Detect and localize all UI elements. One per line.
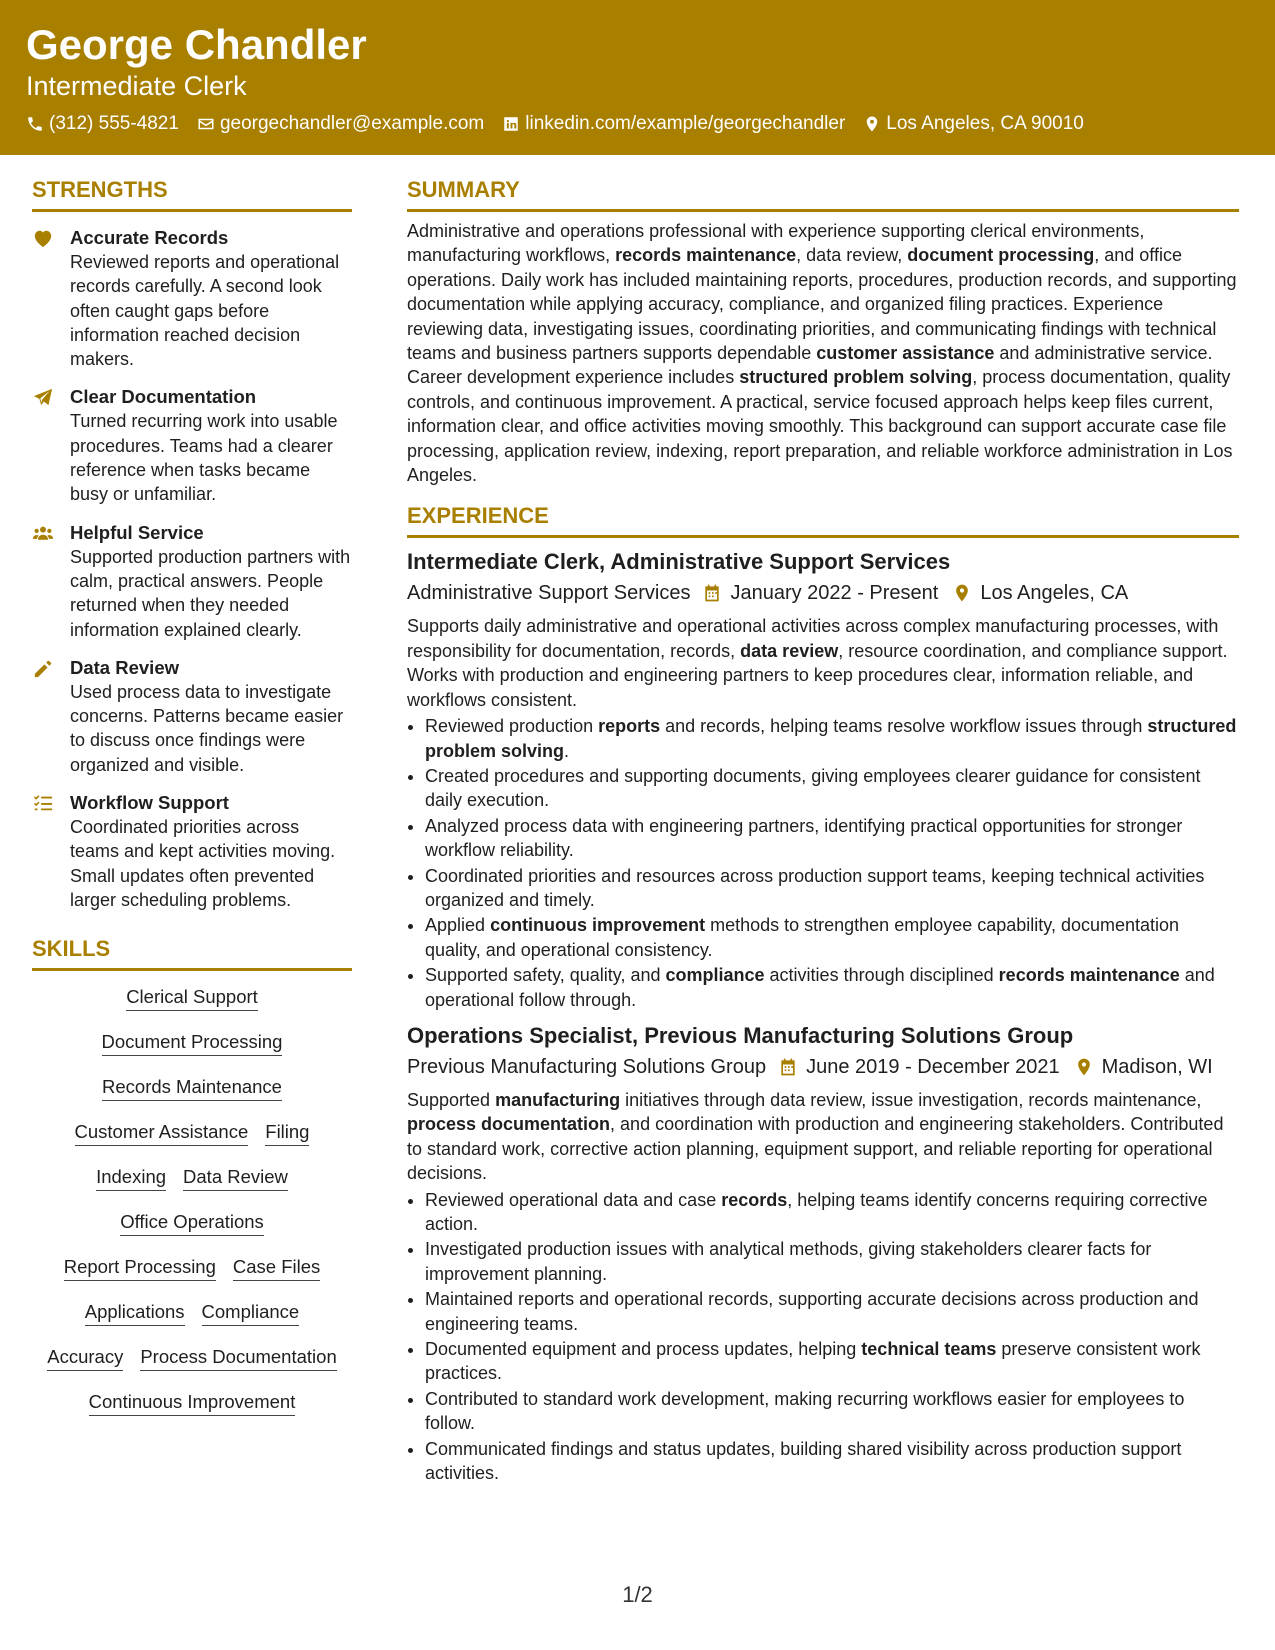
- job-bullet: [425, 1188, 1239, 1237]
- strength-item: [32, 656, 352, 777]
- text-segment: Applied: [425, 915, 491, 936]
- job-meta: [407, 1052, 1239, 1082]
- text-segment: Analyzed process data with engineering partners, identifying practical opportunities for stronger workflow reliability.: [425, 815, 1183, 861]
- text-segment: , helping teams identify concerns requiring corrective action.: [425, 1189, 1208, 1234]
- skill-tag: Continuous Improvement: [89, 1390, 296, 1416]
- location-text: Los Angeles, CA 90010: [886, 112, 1084, 134]
- emphasis-text: records maintenance: [615, 245, 797, 266]
- text-segment: Maintained reports and operational records, supporting accurate decisions across production and engineering teams.: [425, 1289, 1199, 1334]
- job-description: [407, 614, 1239, 712]
- skill-tag: Data Review: [183, 1165, 288, 1191]
- map-marker-icon: [1074, 1057, 1094, 1077]
- emphasis-text: manufacturing: [495, 1089, 621, 1110]
- skill-tag: Filing: [265, 1120, 309, 1146]
- right-column: [407, 177, 1239, 1486]
- emphasis-text: document processing: [907, 245, 1095, 266]
- strength-title: Clear Documentation: [70, 386, 257, 408]
- strength-item: [32, 385, 352, 506]
- job-bullet: [425, 864, 1239, 913]
- text-segment: Communicated findings and status updates, building shared visibility across production support activities.: [425, 1438, 1182, 1484]
- linkedin-text: linkedin.com/example/georgechandler: [525, 112, 846, 134]
- strengths-list: [32, 226, 352, 912]
- map-marker-icon: [952, 583, 972, 603]
- strength-desc: Reviewed reports and operational records carefully. A second look often caught gaps before information reached decision makers.: [70, 252, 340, 370]
- summary-heading: SUMMARY: [407, 177, 1239, 212]
- strength-title: Accurate Records: [70, 227, 229, 248]
- strength-desc: Used process data to investigate concerns. Patterns became easier to discuss once findings were organized and visible.: [70, 681, 344, 775]
- text-segment: activities through disciplined: [764, 965, 999, 986]
- job-dates: January 2022 - Present: [730, 582, 939, 605]
- job-dates: June 2019 - December 2021: [806, 1055, 1060, 1078]
- resume-header: [0, 0, 1275, 155]
- skill-tag: Case Files: [233, 1255, 320, 1281]
- text-segment: , resource coordination, and compliance support. Works with production and engineering partners to keep procedures clear, information reliable, and workflows consistent.: [407, 640, 1228, 710]
- job-location: Madison, WI: [1101, 1055, 1213, 1078]
- calendar-icon: [778, 1057, 798, 1077]
- contact-phone: [26, 113, 179, 135]
- job-meta: [407, 578, 1239, 608]
- job-entry: [407, 1022, 1239, 1486]
- strength-title: Data Review: [70, 656, 179, 678]
- job-bullet: [425, 1437, 1239, 1486]
- job-bullet: [425, 814, 1239, 863]
- emphasis-text: structured problem solving: [739, 367, 973, 388]
- linkedin-icon: [502, 115, 520, 133]
- strength-desc: Supported production partners with calm, practical answers. People returned when they needed information explained clearly.: [70, 546, 351, 640]
- text-segment: and administrative service. Career development experience includes: [407, 343, 1213, 388]
- text-segment: Reviewed production: [425, 716, 599, 737]
- phone-icon: [26, 115, 44, 133]
- job-bullets: [407, 714, 1239, 1012]
- strength-desc: Turned recurring work into usable procedures. Teams had a clearer reference when tasks became busy or unfamiliar.: [70, 411, 338, 505]
- text-segment: Administrative and operations professional with experience supporting clerical environments, manufacturing workflows,: [407, 221, 1145, 266]
- emphasis-text: continuous improvement: [490, 915, 706, 936]
- text-segment: Contributed to standard work development, making recurring workflows easier for employees to follow.: [425, 1388, 1185, 1434]
- text-segment: Supported safety, quality, and: [425, 965, 666, 986]
- job-bullet: [425, 1287, 1239, 1336]
- page-number: 1/2: [622, 1582, 653, 1607]
- envelope-icon: [197, 115, 215, 133]
- skill-tag: Office Operations: [120, 1210, 264, 1236]
- skills-heading: SKILLS: [32, 936, 352, 971]
- emphasis-text: process documentation: [407, 1114, 611, 1135]
- job-bullet: [425, 913, 1239, 962]
- emphasis-text: reports: [598, 716, 661, 737]
- skill-tag: Process Documentation: [140, 1345, 336, 1371]
- skill-tag: Clerical Support: [126, 985, 258, 1011]
- map-marker-icon: [863, 115, 881, 133]
- skill-tag: Compliance: [202, 1300, 300, 1326]
- left-column: [32, 177, 352, 1486]
- summary-text: [407, 219, 1239, 487]
- contact-location: [863, 113, 1084, 135]
- strengths-heading: STRENGTHS: [32, 177, 352, 212]
- skill-tag: Customer Assistance: [75, 1120, 249, 1146]
- job-title: Operations Specialist, Previous Manufacturing Solutions Group: [407, 1022, 1074, 1048]
- text-segment: preserve consistent work practices.: [425, 1339, 1201, 1384]
- skills-list: [32, 985, 352, 1435]
- job-bullet: [425, 963, 1239, 1012]
- job-title: Intermediate Clerk, Administrative Support Services: [407, 549, 951, 575]
- text-segment: Created procedures and supporting documents, giving employees clearer guidance for consistent daily execution.: [425, 765, 1201, 811]
- strength-item: [32, 226, 352, 371]
- emphasis-text: technical teams: [861, 1339, 997, 1360]
- emphasis-text: customer assistance: [816, 343, 995, 364]
- candidate-name: George Chandler: [26, 21, 367, 68]
- strength-title: Helpful Service: [70, 521, 204, 543]
- contact-email[interactable]: [197, 113, 484, 135]
- job-description: [407, 1088, 1239, 1186]
- text-segment: Supports daily administrative and operational activities across complex manufacturing processes, with responsibility for documentation, records,: [407, 616, 1219, 661]
- skill-tag: Document Processing: [102, 1030, 283, 1056]
- job-bullet: [425, 1387, 1239, 1436]
- text-segment: Investigated production issues with analytical methods, giving stakeholders clearer facts for improvement planning.: [425, 1239, 1152, 1284]
- text-segment: Reviewed operational data and case: [425, 1189, 722, 1210]
- emphasis-text: records: [721, 1189, 788, 1210]
- text-segment: , process documentation, quality controls, and continuous improvement. A practical, service focused approach helps keep files current, information clear, and office activities moving smoothly. This background can support accurate case file processing, application review, indexing, report preparation, and reliable workforce administration in Los Angeles.: [407, 367, 1233, 486]
- text-segment: , and coordination with production and engineering stakeholders. Contributed to standard work, corrective action planning, equipment support, and reliable reporting for operational decisions.: [407, 1114, 1224, 1184]
- list-check-icon: [32, 793, 54, 813]
- job-bullet: [425, 1237, 1239, 1286]
- contact-bar: [26, 113, 1249, 135]
- emphasis-text: data review: [740, 640, 839, 661]
- email-text: georgechandler@example.com: [219, 112, 485, 134]
- job-company: Previous Manufacturing Solutions Group: [407, 1055, 767, 1078]
- strength-desc: Coordinated priorities across teams and kept activities moving. Small updates often prevented larger scheduling problems.: [70, 817, 336, 910]
- strength-title: Workflow Support: [70, 792, 229, 814]
- emphasis-text: records maintenance: [998, 965, 1180, 986]
- job-bullet: [425, 764, 1239, 813]
- text-segment: , and office operations. Daily work has included maintaining reports, procedures, production records, and supporting documentation while applying accuracy, compliance, and organized filing practices. Experience reviewing data, investigating issues, coordinating priorities, and communicating findings with technical teams and business partners supports dependable: [407, 245, 1237, 364]
- strength-item: [32, 791, 352, 912]
- job-bullet: [425, 714, 1239, 763]
- emphasis-text: structured problem solving: [425, 716, 1237, 761]
- text-segment: and records, helping teams resolve workflow issues through: [660, 716, 1148, 737]
- job-location: Los Angeles, CA: [980, 582, 1129, 605]
- calendar-icon: [702, 583, 722, 603]
- text-segment: methods to strengthen employee capability, documentation quality, and operational consistency.: [425, 915, 1180, 960]
- job-bullet: [425, 1337, 1239, 1386]
- heart-icon: [32, 228, 54, 248]
- job-entry: [407, 548, 1239, 1012]
- text-segment: Documented equipment and process updates, helping: [425, 1339, 862, 1360]
- strength-item: [32, 521, 352, 642]
- contact-linkedin[interactable]: [502, 113, 845, 135]
- users-icon: [32, 523, 54, 543]
- skill-tag: Report Processing: [64, 1255, 216, 1281]
- pencil-icon: [32, 658, 54, 678]
- skill-tag: Records Maintenance: [102, 1075, 282, 1101]
- text-segment: and operational follow through.: [425, 965, 1215, 1010]
- text-segment: initiatives through data review, issue investigation, records maintenance,: [620, 1089, 1202, 1110]
- phone-text: (312) 555-4821: [49, 112, 179, 134]
- text-segment: , data review,: [796, 245, 908, 266]
- text-segment: Coordinated priorities and resources across production support teams, keeping technical activities organized and timely.: [425, 865, 1205, 910]
- skill-tag: Indexing: [96, 1165, 166, 1191]
- text-segment: Supported: [407, 1089, 496, 1110]
- paper-plane-icon: [32, 387, 54, 407]
- job-bullets: [407, 1188, 1239, 1486]
- candidate-role: Intermediate Clerk: [26, 71, 247, 102]
- skill-tag: Accuracy: [47, 1345, 123, 1371]
- skill-tag: Applications: [85, 1300, 185, 1326]
- emphasis-text: compliance: [665, 965, 765, 986]
- job-company: Administrative Support Services: [407, 582, 691, 605]
- text-segment: .: [564, 740, 570, 761]
- experience-heading: EXPERIENCE: [407, 503, 1239, 538]
